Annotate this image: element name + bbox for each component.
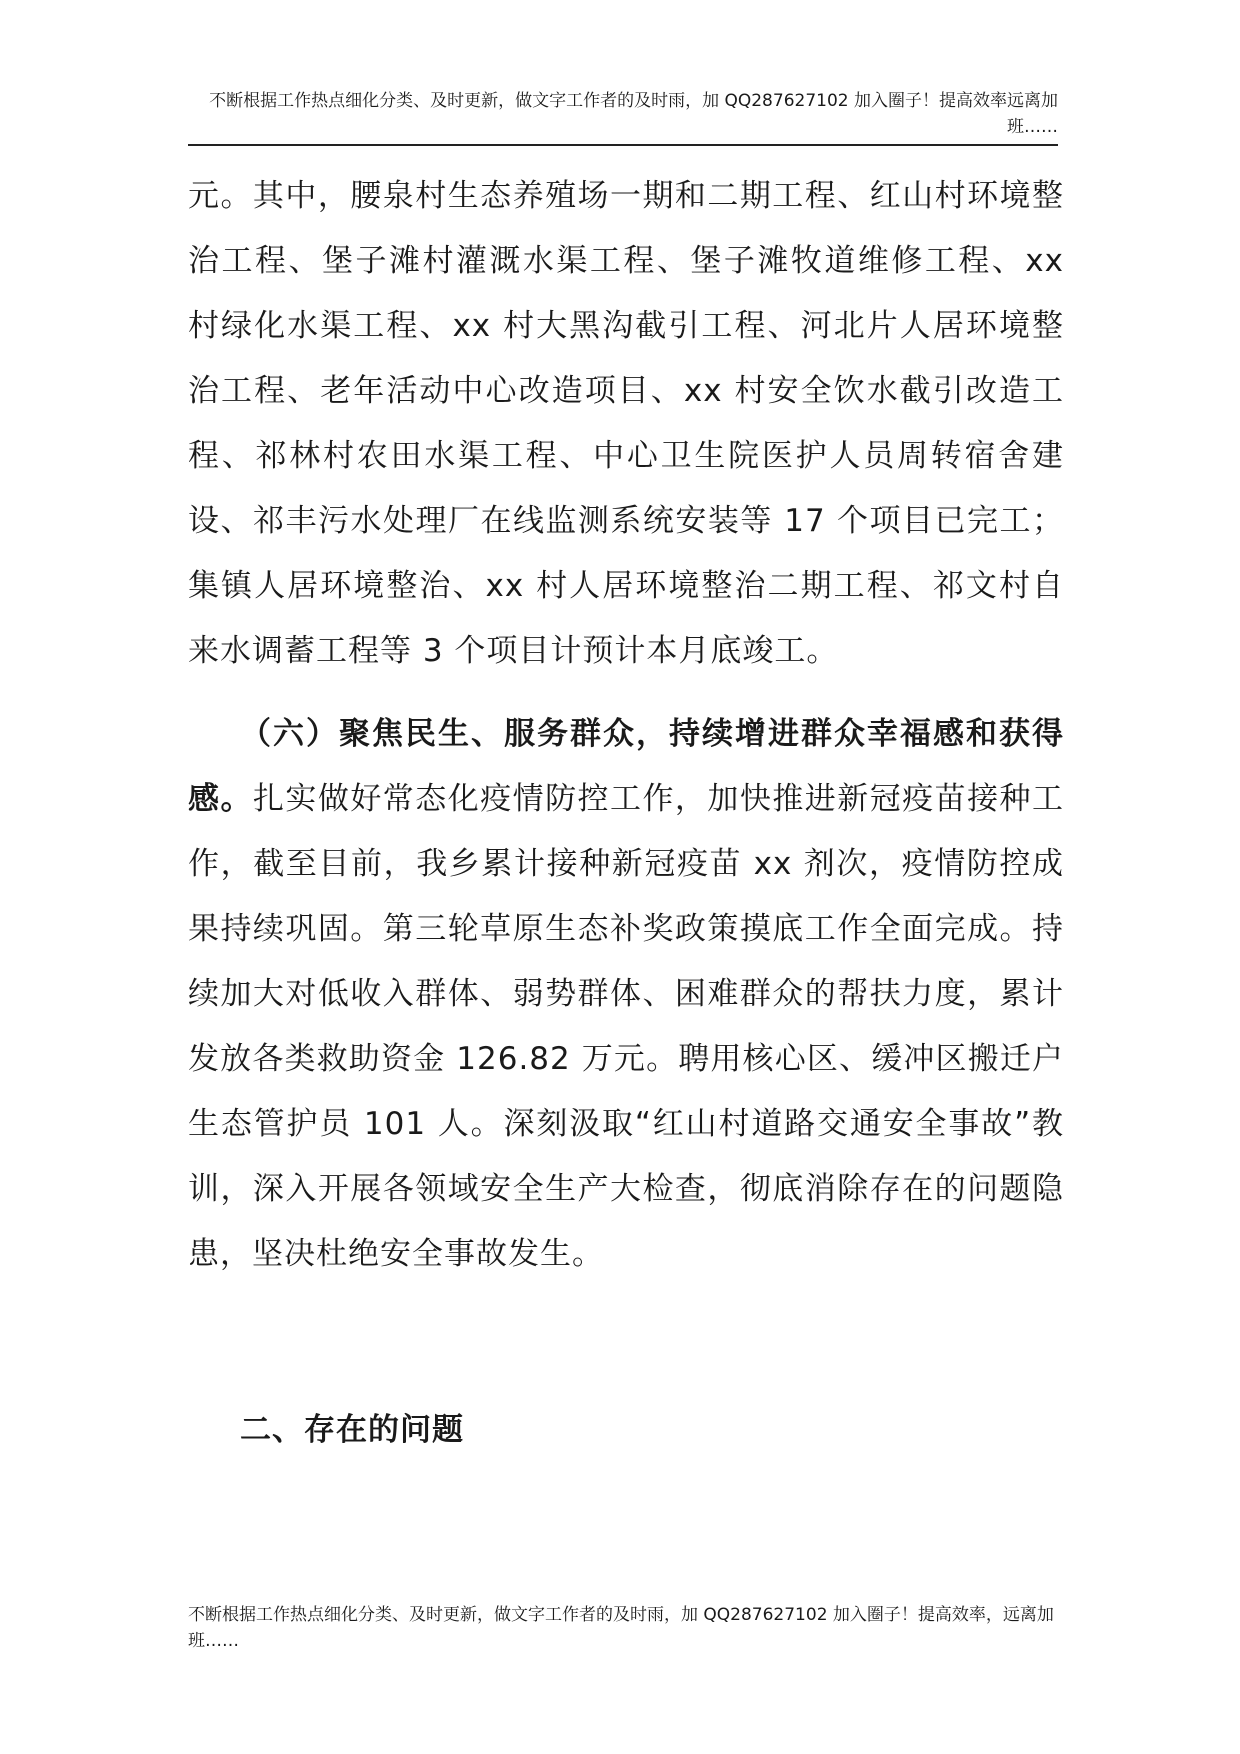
paragraph-project-list: 元。其中，腰泉村生态养殖场一期和二期工程、红山村环境整治工程、堡子滩村灌溉水渠工程、堡子滩牧道维修工程、xx 村绿化水渠工程、xx 村大黑沟截引工程、河北片人居环境整治工程、老年活动中心改造项目、xx 村安全饮水截引改造工程、祁林村农田水渠工程、中心卫生院医护人员周转宿舍建设、祁丰污水处理厂在线监测系统安装等 17 个项目已完工；集镇人居环境整治、xx 村人居环境整治二期工程、祁文村自来水调蓄工程等 3 个项目计预计本月底竣工。 (188, 178, 1064, 669)
section-heading: 二、存在的问题 (240, 1412, 464, 1448)
paragraph-livelihood (188, 702, 1064, 1287)
document-body (188, 164, 1064, 1287)
paragraph-text: 扎实做好常态化疫情防控工作，加快推进新冠疫苗接种工作，截至目前，我乡累计接种新冠疫苗 xx 剂次，疫情防控成果持续巩固。第三轮草原生态补奖政策摸底工作全面完成。持续加大对低收入群体、弱势群体、困难群众的帮扶力度，累计发放各类救助资金 126.82 万元。聘用核心区、缓冲区搬迁户生态管护员 101 人。深刻汲取“红山村道路交通安全事故”教训，深入开展各领域安全生产大检查，彻底消除存在的问题隐患，坚决杜绝安全事故发生。 (188, 781, 1065, 1272)
page-header: 不断根据工作热点细化分类、及时更新，做文字工作者的及时雨，加 QQ287627102 加入圈子！提高效率远离加班…… (188, 88, 1058, 146)
page-footer: 不断根据工作热点细化分类、及时更新，做文字工作者的及时雨，加 QQ287627102 加入圈子！提高效率，远离加班…… (188, 1605, 1054, 1651)
paragraph-heading: （六）聚焦民生、服务群众，持续增进群众幸福感和获得感。 (188, 716, 1064, 817)
